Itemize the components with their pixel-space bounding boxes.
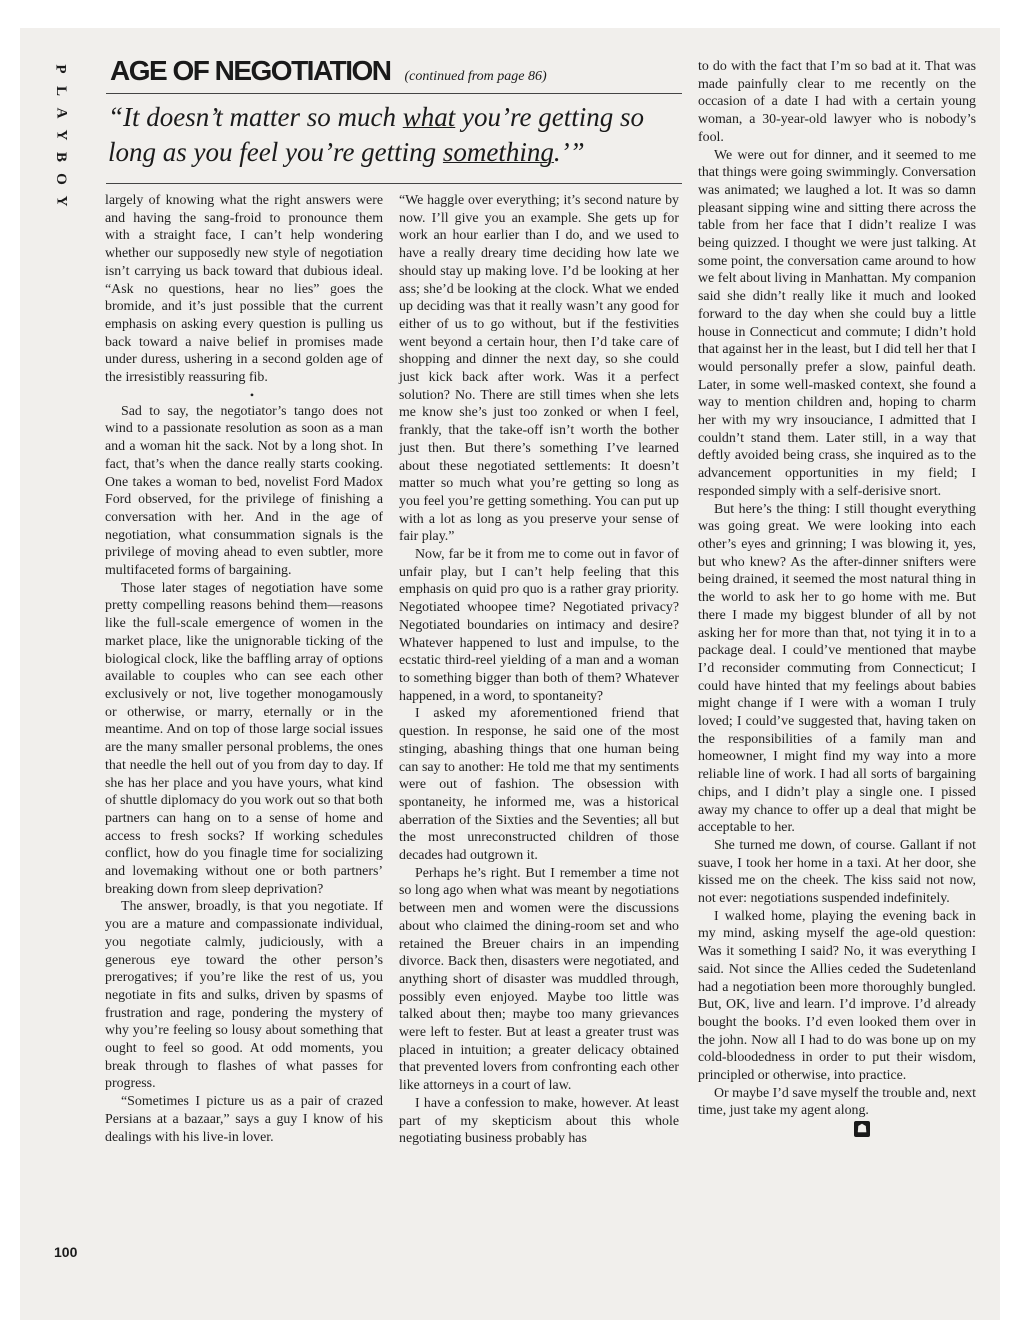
paragraph: Perhaps he’s right. But I remember a time not so long ago when what was meant by negotiations between men and women were the discussions about who claimed the dining-room set and who retained the Breuer chairs in an impending divorce. Back then, disasters were negotiated, and anything short of disaster was muddled through, possibly even enjoyed. Maybe too little was talked about then; maybe too many grievances were left to fester. But at least a greater trust was placed in intuition; a greater delicacy obtained that prevented lovers from confronting each other like attorneys in a court of law. (399, 865, 679, 1094)
page-number: 100 (54, 1244, 78, 1260)
sidebar-letter: L (52, 85, 69, 97)
paragraph: “We haggle over everything; it’s second nature by now. I’ll give you an example. She gets up for work an hour earlier than I do, and we used to have a really dreary time deciding how late we should stay up making love. I’d be looking at her ass; she’d be looking at the clock. What we ended up deciding was that it really wasn’t any good for either of us to go without, but if the festivities went beyond a certain hour, then I’d take care of shopping and dinner the next day, so she could just kick back after work. Was it a perfect solution? No. There are still times when she lets me know she’s just too zonked or when I feel, frankly, that the take-off isn’t worth the bother just then. But there’s something I’ve learned about these negotiated settlements: It doesn’t matter so much what you’re getting so long as you feel you’re getting something. You can put up with a lot as long as you preserve your sense of fair play.” (399, 193, 679, 545)
pull-quote-emphasis: what (402, 102, 456, 132)
article-header (110, 55, 680, 89)
pull-quote-text: you’re getting so long as you feel you’re getting (108, 102, 644, 167)
paragraph: Or maybe I’d save myself the trouble and, next time, just take my agent along. (698, 1085, 976, 1119)
article-title: AGE OF NEGOTIATION (110, 55, 391, 86)
paragraph: largely of knowing what the right answers were and having the sang-froid to pronounce them with a straight face, I can’t help wondering whether our supposedly new style of negotiation isn’t carrying us back toward that dubious ideal. “Ask no questions, hear no lies” goes the bromide, and it’s just possible that the current emphasis on asking every question is pulling us back toward a naive belief in promises made under duress, ushering in a second golden age of the irresistibly reassuring fib. (105, 193, 383, 386)
sidebar-letter: A (53, 107, 69, 119)
pull-quote-bottom-rule (106, 183, 682, 184)
paragraph: I have a confession to make, however. At least part of my skepticism about this whole negotiating business probably has (399, 1095, 679, 1147)
paragraph: Sad to say, the negotiator’s tango does not wind to a passionate resolution as soon as a man and a woman hit the sack. Not by a long shot. In fact, that’s when the dance really starts cooking. One takes a woman to bed, novelist Ford Madox Ford observed, for the privilege of finishing a conversation with her. And in the age of negotiation, what consummation signals is the privilege of moving ahead to even subtler, more multifaceted forms of bargaining. (105, 403, 383, 579)
paragraph: The answer, broadly, is that you negotiate. If you are a mature and compassionate individual, you negotiate calmly, judiciously, with a generous eye toward the other person’s prerogatives; if you’re like the rest of us, you negotiate in fits and sulks, driven by spasms of frustration and rage, pondering the mystery of why you’re feeling so lousy about something that ought to feel so good. At odd moments, you break through to flashes of what passes for progress. (105, 899, 383, 1092)
paragraph: “Sometimes I picture us as a pair of crazed Persians at a bazaar,” says a guy I know of his dealings with his live-in lover. (105, 1094, 383, 1145)
text-column-1 (105, 192, 383, 1146)
paragraph: I asked my aforementioned friend that question. In response, he said one of the most stinging, abashing things that one human being can say to another: He told me that my sentiments were out of fashion. The obsession with spontaneity, he informed me, was a historical aberration of the Sixties and the Seventies; all but the most unreconstructed children of those decades had outgrown it. (399, 706, 679, 864)
sidebar-letter: P (52, 64, 69, 74)
rabbit-head-icon: ☗ (854, 1121, 870, 1137)
continued-note: (continued from page 86) (404, 69, 547, 84)
paragraph: She turned me down, of course. Gallant if not suave, I took her home in a taxi. At her door, she kissed me on the cheek. The kiss said not now, not ever: negotiations suspended indefinitely. (698, 837, 976, 907)
section-break-bullet: • (249, 387, 255, 402)
paragraph: But here’s the thing: I still thought everything was going great. We were looking into each other’s eyes and grinning; I was blowing it, yes, but who knew? As the after-dinner snifters were being drained, it seemed the most natural thing in the world to ask her to go home with me. But there I made my biggest blunder of all by not asking her for more than that, not tying it in to a package deal. I could’ve mentioned that maybe I’d reconsider commuting from Connecticut; I could have hinted that my feelings about babies might change if I were with a woman I truly loved; I could’ve suggested that, having taken on the responsibilities of a family man and homeowner, I might find my way into a more reliable line of work. I had all sorts of bargaining chips, and I didn’t play a single one. I pissed away my chance to offer up a deal that might be acceptable to her. (698, 501, 976, 836)
text-column-2 (399, 192, 679, 1148)
end-mark-line (698, 1120, 976, 1138)
sidebar-letter: O (52, 173, 69, 185)
sidebar-letter: Y (53, 195, 69, 207)
paragraph: to do with the fact that I’m so bad at it. That was made painfully clear to me recently on the occasion of a date I had with a certain young woman, a 30-year-old lawyer who is nobody’s fool. (698, 59, 976, 145)
text-column-3 (698, 58, 976, 1138)
pull-quote-top-rule (106, 93, 682, 94)
pull-quote-text: “It doesn’t matter so much (108, 102, 403, 132)
magazine-name-vertical (53, 58, 69, 212)
sidebar-letter: Y (53, 129, 69, 141)
paragraph: We were out for dinner, and it seemed to me that things were going swimmingly. Conversation was animated; we laughed a lot. It was so damn pleasant sipping wine and sitting there across the table from her face that I didn’t realize I was being quizzed. I thought we were just talking. At some point, the conversation came around to how we felt about living in Manhattan. My companion said she didn’t really like it much and looked forward to the day when she could buy a little house in Connecticut and commute; I didn’t hold that against her in the least, but I did tell her that I would personally prefer a slow, painful death. Later, in some well-masked context, she found a way to mention children and, hoping to charm her with my wry insouciance, I admitted that I couldn’t stand them. Later still, in a way that deftly avoided being crass, she inquired as to the advancement opportunities in my field; I responded simply with a self-derisive snort. (698, 147, 976, 499)
paragraph: I walked home, playing the evening back in my mind, asking myself the age-old question: Was it something I said? No, it was everything I said. Not since the Allies ceded the Sudetenland had a negotiation been more thoroughly bungled. But, OK, live and learn. I’d improve. I’d already bought the books. I’d even looked them over in the john. Now all I had to do was bone up on my cold-bloodedness in order to put their wisdom, principled or otherwise, into practice. (698, 908, 976, 1084)
sidebar-letter: B (52, 151, 69, 163)
pull-quote (108, 100, 688, 170)
paragraph: Those later stages of negotiation have some pretty compelling reasons behind them—reasons like the full-scale emergence of women in the market place, like the unignorable ticking of the biological clock, like the baffling array of options available to couples who can see each other exclusively or not, live together monogamously or otherwise, or marry, eternally or in the meantime. And on top of those large social issues are the many smaller personal problems, the ones that needle the hell out of you from day to day. If she has her place and you have yours, what kind of shuttle diplomacy do you work out so that both partners can hang on to a sense of home and access to fresh socks? If working schedules conflict, how do you finagle time for socializing and lovemaking without one or both partners’ breaking down from sleep deprivation? (105, 580, 383, 897)
paragraph: Now, far be it from me to come out in favor of unfair play, but I can’t help feeling that this emphasis on quid pro quo is a rather gray priority. Negotiated whoopee time? Negotiated privacy? Negotiated boundaries on intimacy and desire? Whatever happened to lust and impulse, to the ecstatic third-reel yielding of a man and a woman to something bigger than both of them? Whatever happened, in a word, to spontaneity? (399, 547, 679, 704)
pull-quote-text: .’” (553, 137, 585, 167)
pull-quote-emphasis: something (442, 137, 554, 167)
